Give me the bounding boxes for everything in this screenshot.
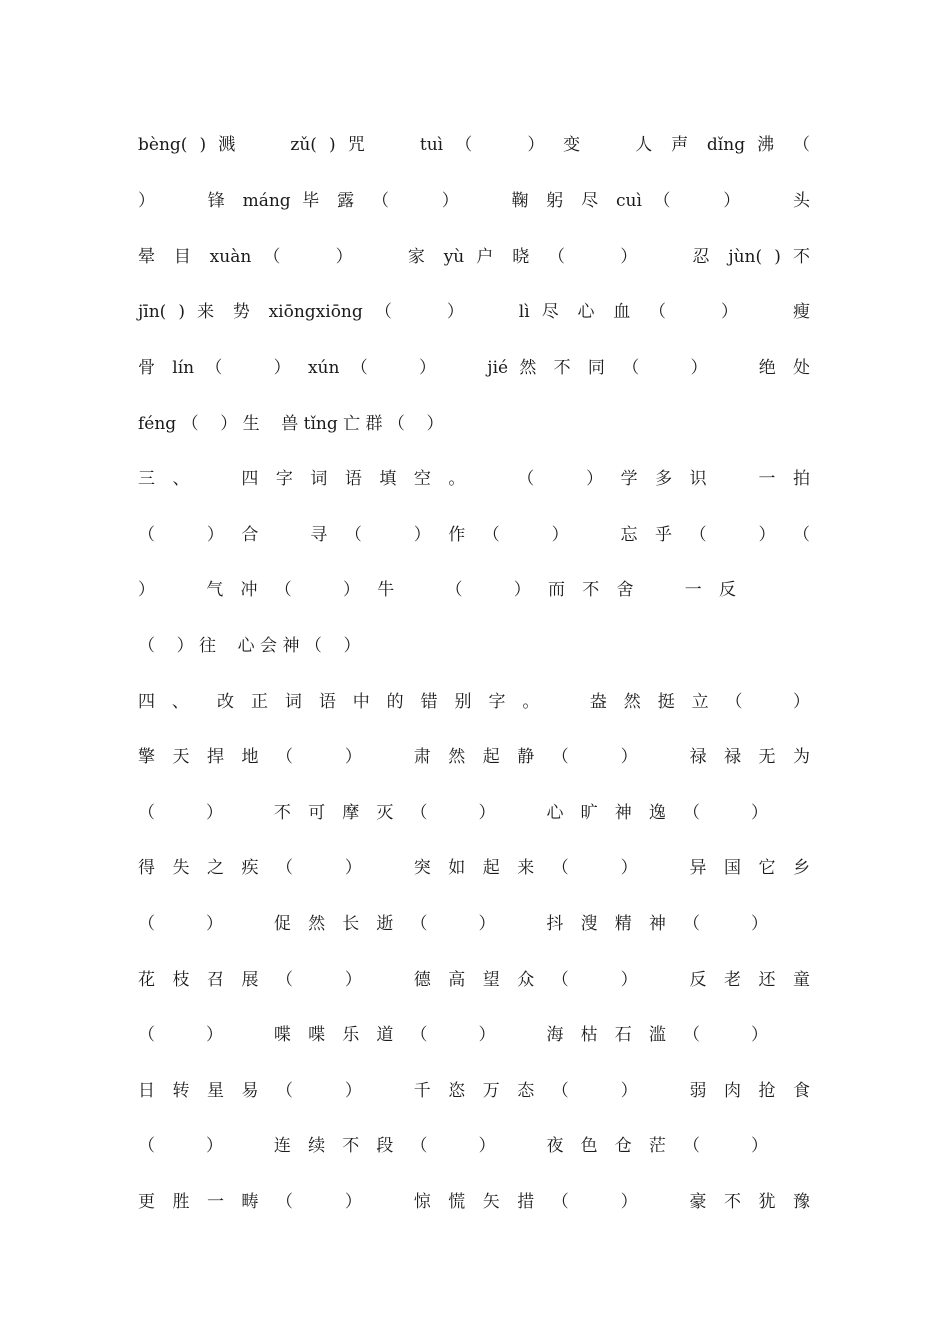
text-line-4: jīn( ) 来 势 xiōngxiōng （ ） lì 尽 心 血 （ ） 瘦 (138, 302, 810, 322)
text-line-16: 花 枝 召 展 （ ） 德 高 望 众 （ ） 反 老 还 童 (138, 970, 810, 990)
text-line-15: （ ） 促 然 长 逝 （ ） 抖 溲 精 神 （ ） (138, 914, 768, 934)
text-line-12: 擎 天 捍 地 （ ） 肃 然 起 静 （ ） 禄 禄 无 为 (138, 747, 810, 767)
text-line-8: （ ） 合 寻 （ ） 作 （ ） 忘 乎 （ ） （ (138, 525, 810, 545)
section-three-heading-line: 三 、 四 字 词 语 填 空 。 （ ） 学 多 识 一 拍 (138, 469, 810, 489)
text-line-3: 晕 目 xuàn （ ） 家 yù 户 晓 （ ） 忍 jùn( ) 不 (138, 247, 810, 267)
text-line-10: （ ） 往 心 会 神 （ ） (138, 636, 361, 656)
text-line-9: ） 气 冲 （ ） 牛 （ ） 而 不 舍 一 反 (138, 580, 736, 600)
text-line-5: 骨 lín （ ） xún （ ） jié 然 不 同 （ ） 绝 处 (138, 358, 810, 378)
text-line-14: 得 失 之 疾 （ ） 突 如 起 来 （ ） 异 国 它 乡 (138, 858, 810, 878)
text-line-18: 日 转 星 易 （ ） 千 恣 万 态 （ ） 弱 肉 抢 食 (138, 1081, 810, 1101)
text-line-19: （ ） 连 续 不 段 （ ） 夜 色 仓 茫 （ ） (138, 1136, 768, 1156)
text-line-2: ） 锋 máng 毕 露 （ ） 鞠 躬 尽 cuì （ ） 头 (138, 191, 810, 211)
text-line-6: féng （ ） 生 兽 tǐng 亡 群 （ ） (138, 414, 444, 434)
text-line-20: 更 胜 一 畴 （ ） 惊 慌 矢 措 （ ） 豪 不 犹 豫 (138, 1192, 810, 1212)
text-line-13: （ ） 不 可 摩 灭 （ ） 心 旷 神 逸 （ ） (138, 803, 768, 823)
section-four-heading-line: 四 、 改 正 词 语 中 的 错 别 字 。 盎 然 挺 立 （ ） (138, 692, 810, 712)
text-line-1: bèng( ) 溅 zǔ( ) 咒 tuì （ ） 变 人 声 dǐng 沸 （ (138, 135, 810, 155)
text-line-17: （ ） 喋 喋 乐 道 （ ） 海 枯 石 滥 （ ） (138, 1025, 768, 1045)
